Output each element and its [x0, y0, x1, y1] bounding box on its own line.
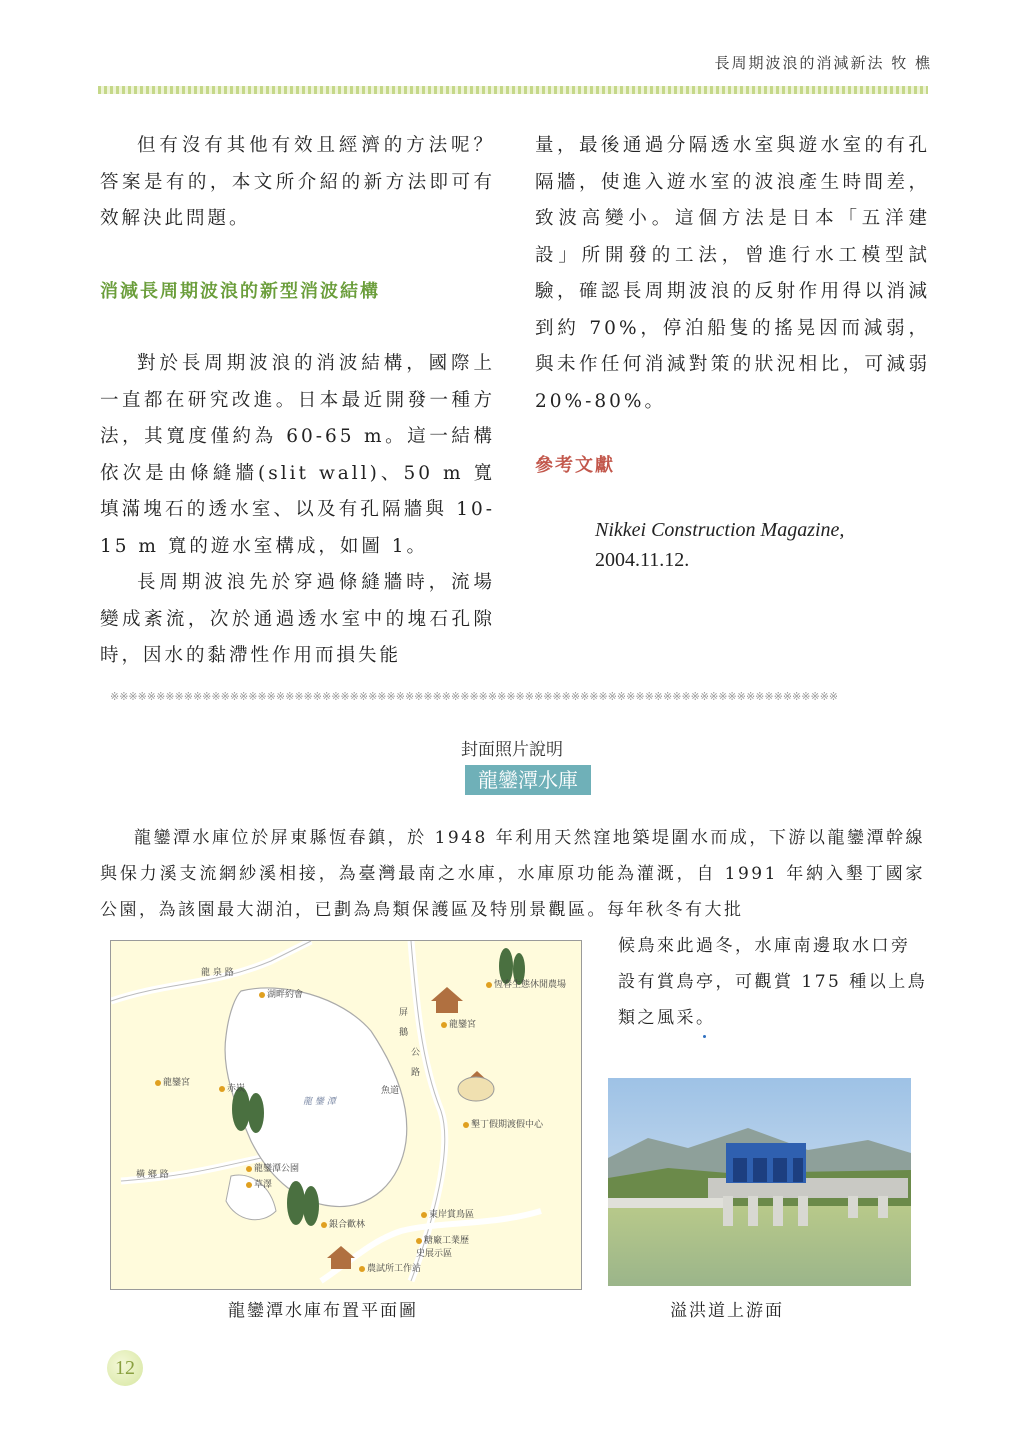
page-number: 12	[107, 1350, 143, 1386]
map-road-label: 龍 泉 路	[201, 968, 234, 978]
left-column	[100, 128, 495, 675]
cover-description: 龍鑾潭水庫位於屏東縣恆春鎮，於 1948 年利用天然窪地築堤圍水而成，下游以龍鑾潭幹線與保力溪支流網紗溪相接，為臺灣最南之水庫，水庫原功能為灌溉，自 1991 年納入墾丁國家公園，為該園最大湖泊，已劃為鳥類保護區及特別景觀區。每年秋冬有大批	[100, 828, 925, 920]
map-road-label: 鵝	[399, 1028, 409, 1038]
map-poi-label: 龍鑾宮	[155, 1075, 190, 1088]
running-header: 長周期波浪的消減新法 牧 樵	[714, 54, 932, 72]
cover-description-continued: 候鳥來此過冬，水庫南邊取水口旁設有賞鳥亭，可觀賞 175 種以上鳥類之風采。	[618, 936, 928, 1028]
spacer	[535, 485, 930, 515]
map-poi-label: 魚道	[381, 1086, 400, 1096]
paragraph: 長周期波浪先於穿過條縫牆時，流場變成紊流，次於通過透水室中的塊石孔隙時，因水的黏滯性作用而損失能	[100, 572, 495, 666]
map-road-label: 橫 鄉 路	[136, 1170, 169, 1180]
spacer	[100, 238, 495, 274]
header-divider	[98, 86, 928, 94]
reference-entry	[535, 515, 930, 575]
map-road-label: 公	[411, 1048, 421, 1058]
spacer	[100, 310, 495, 346]
right-column	[535, 128, 930, 575]
cover-caption: 封面照片說明	[461, 740, 563, 760]
map-poi-label: 恆春生態休閒農場	[486, 977, 566, 990]
spacer	[535, 420, 930, 448]
map-road-label: 屏	[399, 1008, 409, 1018]
map-poi-label: 墾丁假期渡假中心	[463, 1117, 543, 1130]
map-poi-label: 龍鑾宮	[441, 1017, 476, 1030]
spillway-photo	[608, 1078, 911, 1286]
map-lake-label: 龍 鑾 潭	[303, 1097, 336, 1107]
reference-date: 2004.11.12.	[595, 548, 690, 571]
map-poi-label: 銀合歡林	[321, 1217, 365, 1230]
references-heading: 參考文獻	[535, 455, 615, 476]
map-caption: 龍鑾潭水庫布置平面圖	[228, 1301, 418, 1321]
map-drawing	[111, 941, 581, 1289]
spillway-photo-drawing	[608, 1078, 911, 1286]
map-road-label: 路	[411, 1068, 421, 1078]
map-poi-label: 糖廠工業歷史展示區	[416, 1236, 470, 1259]
section-divider: ※※※※※※※※※※※※※※※※※※※※※※※※※※※※※※※※※※※※※※※※※※※※※※※※※※※※※※※※※※※※※※※※※※※※※※※※※※※※※※※	[110, 690, 839, 703]
section-heading: 消減長周期波浪的新型消波結構	[100, 280, 380, 302]
map-poi-label: 農試所工作站	[359, 1261, 421, 1274]
reservoir-map	[110, 940, 582, 1290]
map-poi-label: 赤崁	[219, 1081, 245, 1094]
map-poi-label: 龍鑾潭公園	[246, 1161, 299, 1174]
decorative-dot	[703, 1035, 706, 1038]
cover-title: 龍鑾潭水庫	[465, 765, 591, 795]
paragraph: 對於長周期波浪的消波結構，國際上一直都在研究改進。日本最近開發一種方法，其寬度僅約為 60-65 m。這一結構依次是由條縫牆(slit wall)、50 m 寬填滿塊石的透水室、以及有孔隔牆與 10-15 m 寬的遊水室構成，如圖 1。	[100, 353, 495, 557]
paragraph: 量，最後通過分隔透水室與遊水室的有孔隔牆，使進入遊水室的波浪產生時間差，致波高變小。這個方法是日本「五洋建設」所開發的工法，曾進行水工模型試驗，確認長周期波浪的反射作用得以消減到約 70%，停泊船隻的搖晃因而減弱，與未作任何消減對策的狀況相比，可減弱 20%-80%。	[535, 135, 930, 412]
map-poi-label: 草澤	[246, 1177, 272, 1190]
paragraph: 但有沒有其他有效且經濟的方法呢？答案是有的，本文所介紹的新方法即可有效解決此問題。	[100, 135, 495, 229]
photo-caption: 溢洪道上游面	[670, 1301, 784, 1321]
map-poi-label: 東岸賞鳥區	[421, 1207, 474, 1220]
map-poi-label: 湖畔約會	[259, 987, 303, 1000]
reference-title: Nikkei Construction Magazine,	[595, 518, 845, 541]
